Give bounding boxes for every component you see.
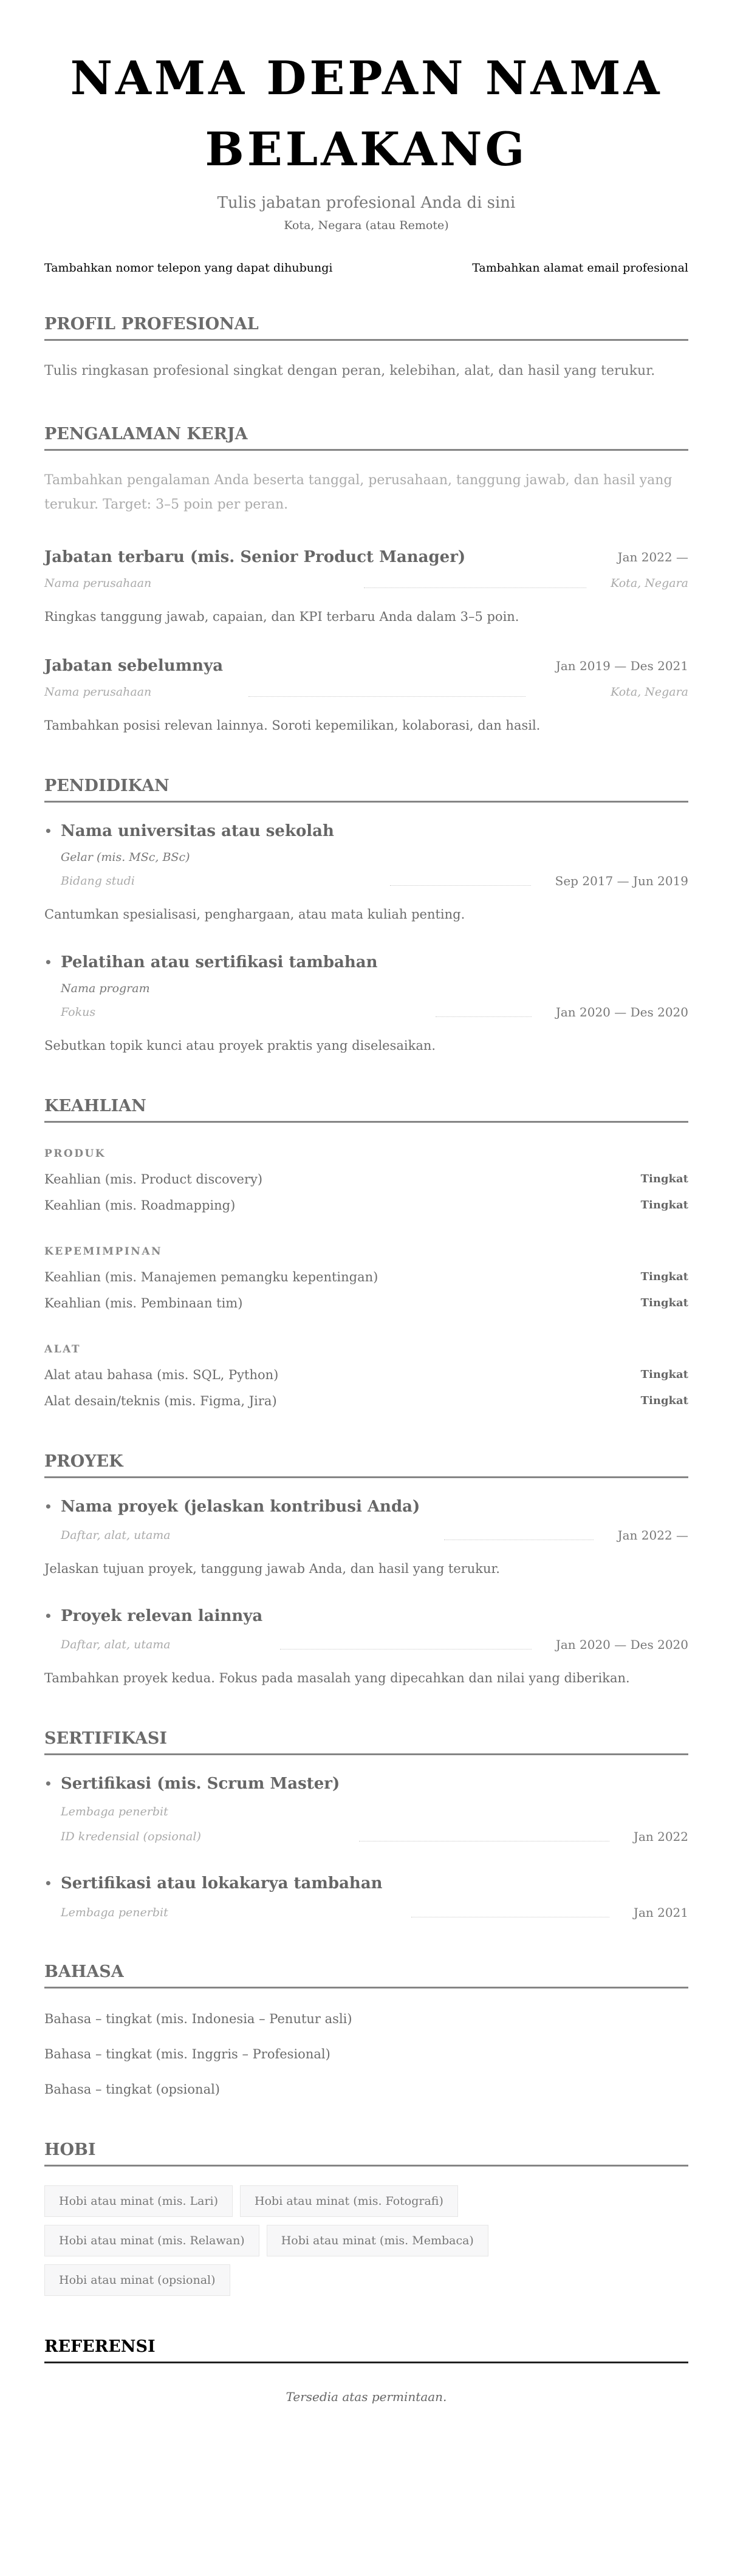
dotted-leader <box>436 1016 532 1017</box>
education-entry <box>44 820 688 924</box>
skill-row <box>44 1391 688 1411</box>
project-description: Jelaskan tujuan proyek, tanggung jawab Anda, dan hasil yang terukur. <box>44 1561 500 1576</box>
certification-title: Sertifikasi (mis. Scrum Master) <box>61 1775 340 1793</box>
section-heading: REFERENSI <box>44 2336 688 2363</box>
field: Bidang studi <box>61 874 135 888</box>
project-entry <box>44 1496 688 1578</box>
job-description: Tambahkan posisi relevan lainnya. Soroti kepemilikan, kolaborasi, dan hasil. <box>44 718 541 733</box>
bullet-icon: • <box>44 824 52 838</box>
skill-row <box>44 1170 688 1189</box>
project-description: Tambahkan proyek kedua. Fokus pada masalah yang dipecahkan dan nilai yang diberikan. <box>44 1671 630 1685</box>
skills-section <box>44 1095 688 1411</box>
hobbies-section <box>44 2139 688 2296</box>
project-tools: Daftar, alat, utama <box>61 1529 171 1542</box>
dotted-leader <box>248 696 525 697</box>
section-heading: BAHASA <box>44 1961 688 1989</box>
certification-entry <box>44 1773 688 1845</box>
skill-name: Alat atau bahasa (mis. SQL, Python) <box>44 1368 279 1382</box>
dotted-leader <box>390 885 531 886</box>
language-item: Bahasa – tingkat (mis. Indonesia – Penutur asli) <box>44 2012 352 2026</box>
skill-row <box>44 1365 688 1385</box>
issuer: Lembaga penerbit <box>61 1906 168 1919</box>
job-title: Jabatan terbaru (mis. Senior Product Manager) <box>44 548 466 566</box>
project-dates: Jan 2022 — <box>617 1528 688 1543</box>
hobby-chip: Hobi atau minat (mis. Relawan) <box>44 2225 259 2256</box>
profile-section <box>44 313 688 383</box>
bullet-icon: • <box>44 1609 52 1623</box>
skill-level: Tingkat <box>640 1173 688 1185</box>
job-dates: Jan 2022 — <box>617 550 688 564</box>
projects-section <box>44 1451 688 1688</box>
bullet-icon: • <box>44 955 52 970</box>
project-tools: Daftar, alat, utama <box>61 1638 171 1651</box>
program-name: Nama program <box>61 982 150 995</box>
hobby-chip: Hobi atau minat (opsional) <box>44 2264 230 2296</box>
skill-level: Tingkat <box>640 1368 688 1381</box>
education-section <box>44 775 688 1055</box>
bullet-icon: • <box>44 1499 52 1514</box>
skill-name: Keahlian (mis. Product discovery) <box>44 1172 263 1187</box>
experience-section <box>44 423 688 735</box>
edu-dates: Jan 2020 — Des 2020 <box>555 1005 688 1019</box>
education-description: Sebutkan topik kunci atau proyek praktis yang diselesaikan. <box>44 1038 436 1053</box>
skill-group-heading: PRODUK <box>44 1148 106 1160</box>
dotted-leader <box>364 587 586 588</box>
references-section <box>44 2336 688 2405</box>
project-title: Nama proyek (jelaskan kontribusi Anda) <box>61 1498 420 1516</box>
skill-name: Alat desain/teknis (mis. Figma, Jira) <box>44 1394 277 1408</box>
skill-level: Tingkat <box>640 1199 688 1211</box>
hobby-chip: Hobi atau minat (mis. Fotografi) <box>240 2185 458 2217</box>
job-dates: Jan 2019 — Des 2021 <box>555 659 688 673</box>
section-heading: PROFIL PROFESIONAL <box>44 313 688 341</box>
certification-title: Sertifikasi atau lokakarya tambahan <box>61 1874 383 1893</box>
certification-entry <box>44 1872 688 1921</box>
hobby-chips <box>44 2185 591 2296</box>
skill-level: Tingkat <box>640 1394 688 1407</box>
full-name: NAMA DEPAN NAMA BELAKANG <box>70 51 663 176</box>
certification-date: Jan 2021 <box>633 1905 688 1920</box>
project-title: Proyek relevan lainnya <box>61 1607 263 1625</box>
section-heading: HOBI <box>44 2139 688 2167</box>
section-heading: PROYEK <box>44 1451 688 1478</box>
job-description: Ringkas tanggung jawab, capaian, dan KPI terbaru Anda dalam 3–5 poin. <box>44 609 519 624</box>
job-entry <box>44 655 688 735</box>
hobby-chip: Hobi atau minat (mis. Lari) <box>44 2185 233 2217</box>
skill-name: Keahlian (mis. Roadmapping) <box>44 1198 236 1213</box>
languages-section <box>44 1961 688 2099</box>
job-location: Kota, Negara <box>611 685 688 699</box>
section-heading: PENGALAMAN KERJA <box>44 423 688 451</box>
degree: Gelar (mis. MSc, BSc) <box>61 851 190 864</box>
school-name: Nama universitas atau sekolah <box>61 822 334 840</box>
education-description: Cantumkan spesialisasi, penghargaan, atau mata kuliah penting. <box>44 907 465 922</box>
certifications-section <box>44 1728 688 1921</box>
skill-row <box>44 1293 688 1313</box>
company: Nama perusahaan <box>44 685 152 699</box>
bullet-icon: • <box>44 1776 52 1791</box>
program-title: Pelatihan atau sertifikasi tambahan <box>61 953 378 971</box>
skill-name: Keahlian (mis. Manajemen pemangku kepentingan) <box>44 1270 378 1284</box>
project-dates: Jan 2020 — Des 2020 <box>555 1637 688 1652</box>
references-text: Tersedia atas permintaan. <box>286 2389 447 2404</box>
company: Nama perusahaan <box>44 577 152 590</box>
skill-row <box>44 1267 688 1287</box>
profile-text: Tulis ringkasan profesional singkat dengan peran, kelebihan, alat, dan hasil yang terukur. <box>44 363 655 379</box>
skill-name: Keahlian (mis. Pembinaan tim) <box>44 1296 243 1310</box>
section-heading: PENDIDIKAN <box>44 775 688 803</box>
section-heading: SERTIFIKASI <box>44 1728 688 1755</box>
skill-row <box>44 1196 688 1215</box>
education-entry <box>44 951 688 1055</box>
skill-group-heading: ALAT <box>44 1343 81 1355</box>
skill-level: Tingkat <box>640 1270 688 1283</box>
job-title: Tulis jabatan profesional Anda di sini <box>217 194 516 212</box>
skill-group-heading: KEPEMIMPINAN <box>44 1245 163 1258</box>
skill-level: Tingkat <box>640 1297 688 1309</box>
job-location: Kota, Negara <box>611 577 688 590</box>
phone: Tambahkan nomor telepon yang dapat dihubungi <box>44 261 333 275</box>
edu-dates: Sep 2017 — Jun 2019 <box>555 874 688 888</box>
issuer: Lembaga penerbit <box>61 1805 168 1818</box>
project-entry <box>44 1605 688 1688</box>
certification-date: Jan 2022 <box>633 1829 688 1844</box>
bullet-icon: • <box>44 1876 52 1891</box>
contact-row <box>44 259 688 276</box>
email: Tambahkan alamat email profesional <box>472 261 688 275</box>
language-item: Bahasa – tingkat (mis. Inggris – Profesional) <box>44 2047 330 2061</box>
job-title: Jabatan sebelumnya <box>44 657 224 675</box>
credential-id: ID kredensial (opsional) <box>61 1830 201 1843</box>
language-item: Bahasa – tingkat (opsional) <box>44 2082 220 2097</box>
job-entry <box>44 546 688 626</box>
section-heading: KEAHLIAN <box>44 1095 688 1123</box>
focus: Fokus <box>61 1005 96 1019</box>
experience-intro: Tambahkan pengalaman Anda beserta tanggal, perusahaan, tanggung jawab, dan hasil yang terukur. Target: 3–5 poin per peran. <box>44 473 673 512</box>
location: Kota, Negara (atau Remote) <box>284 219 449 232</box>
hobby-chip: Hobi atau minat (mis. Membaca) <box>267 2225 488 2256</box>
